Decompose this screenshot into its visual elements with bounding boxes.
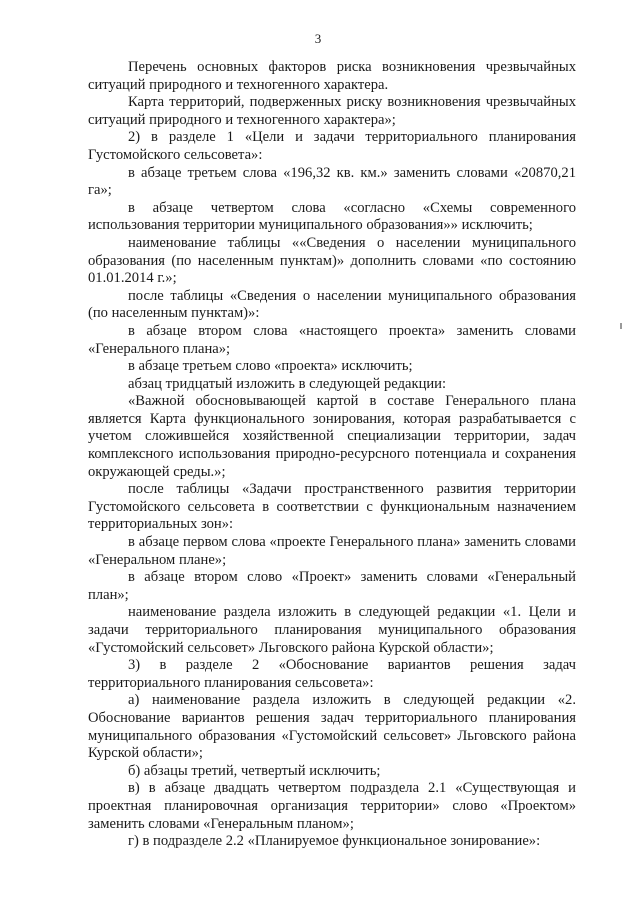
paragraph: в абзаце третьем слова «196,32 кв. км.» заменить словами «20870,21 га»;	[88, 164, 576, 199]
paragraph: в абзаце третьем слово «проекта» исключить;	[128, 358, 413, 375]
paragraph: в абзаце втором слово «Проект» заменить словами «Генеральный план»;	[88, 569, 576, 603]
paragraph: г) в подразделе 2.2 «Планируемое функциональное зонирование»:	[128, 833, 541, 850]
paragraph: в) в абзаце двадцать четвертом подраздела 2.1 «Существующая и проектная планировочная организация территории» слово «Проектом» заменить словами «Генеральным планом»;	[88, 780, 576, 832]
paragraph: абзац тридцатый изложить в следующей редакции:	[128, 375, 447, 392]
paragraph: в абзаце первом слова «проекте Генерального плана» заменить словами «Генеральном плане»;	[88, 534, 576, 568]
paragraph: наименование таблицы ««Сведения о населении муниципального образования (по населенным пунктам)» дополнить словами «по состоянию 01.01.2014 г.»;	[88, 234, 576, 287]
paragraph: 3) в разделе 2 «Обоснование вариантов решения задач территориального планирования сельсовета»:	[88, 657, 576, 691]
paragraph: в абзаце четвертом слова «согласно «Схемы современного использования территории муниципального образования»» исключить;	[88, 199, 576, 234]
page-number: 3	[314, 31, 322, 46]
paragraph: в абзаце втором слова «настоящего проекта» заменить словами «Генерального плана»;	[88, 322, 576, 357]
paragraph: после таблицы «Сведения о населении муниципального образования (по населенным пунктам)»:	[88, 287, 576, 322]
paragraph: наименование раздела изложить в следующей редакции «1. Цели и задачи территориального планирования муниципального образования «Густомойский сельсовет» Льговского района Курской области»;	[88, 604, 576, 656]
paragraph: «Важной обосновывающей картой в составе Генерального плана является Карта функционального зонирования, которая разрабатывается с учетом сложившейся хозяйственной специализации территории, задач комплексного использования природно-ресурсного потенциала и сохранения окружающей среды.»;	[88, 393, 576, 480]
paragraph: после таблицы «Задачи пространственного развития территории Густомойского сельсовета в соответствии с функциональным назначением территориальных зон»:	[88, 481, 576, 533]
paragraph: Перечень основных факторов риска возникновения чрезвычайных ситуаций природного и техногенного характера.	[88, 59, 576, 93]
paragraph: б) абзацы третий, четвертый исключить;	[128, 762, 381, 779]
paragraph: 2) в разделе 1 «Цели и задачи территориального планирования Густомойского сельсовета»:	[88, 129, 576, 163]
paragraph: Карта территорий, подверженных риску возникновения чрезвычайных ситуаций природного и техногенного характера»;	[88, 94, 576, 128]
document-body	[88, 59, 576, 851]
margin-mark	[620, 323, 622, 329]
paragraph: а) наименование раздела изложить в следующей редакции «2. Обоснование вариантов решения задач территориального планирования муниципального образования «Густомойский сельсовет» Льговского района Курской области»;	[88, 692, 576, 762]
